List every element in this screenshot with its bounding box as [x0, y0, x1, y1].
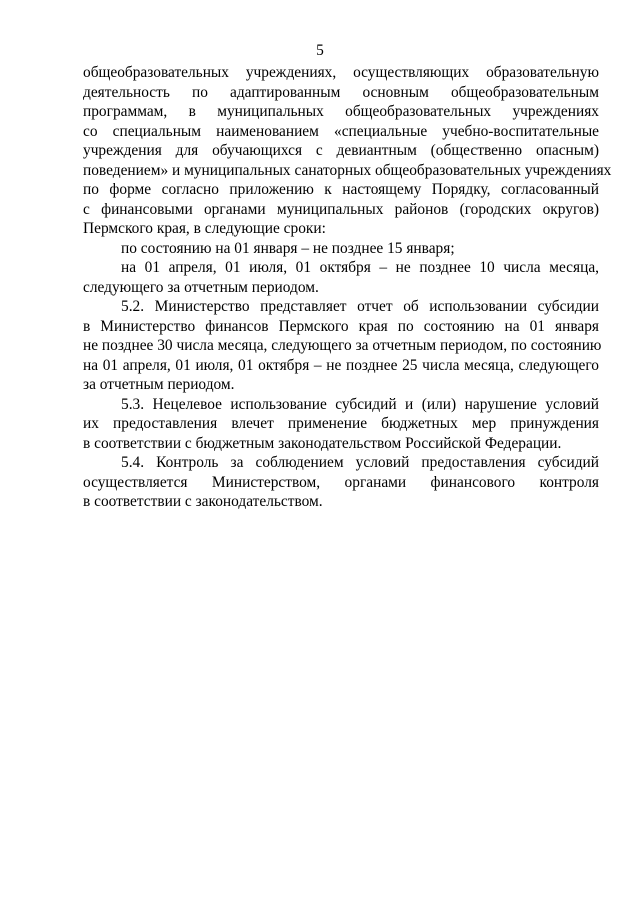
text-line: 5.2. Министерство представляет отчет об использовании субсидии [121, 298, 599, 315]
text-line: их предоставления влечет применение бюджетных мер принуждения [83, 415, 599, 432]
text-line: программам, в муниципальных общеобразовательных учреждениях [83, 103, 599, 120]
text-line: 5.3. Нецелевое использование субсидий и (или) нарушение условий [121, 395, 599, 413]
text-line: поведением» и муниципальных санаторных общеобразовательных учреждениях [83, 161, 612, 179]
page-number: 5 [316, 42, 324, 59]
text-line: осуществляется Министерством, органами финансового контроля [83, 473, 599, 491]
text-line: в соответствии с бюджетным законодательством Российской Федерации. [83, 434, 562, 452]
text-line: за отчетным периодом. [83, 376, 235, 393]
text-line: следующего за отчетным периодом. [83, 278, 319, 296]
text-line: общеобразовательных учреждениях, осуществляющих образовательную [83, 64, 599, 81]
text-line: с финансовыми органами муниципальных районов (городских округов) [83, 200, 599, 218]
text-line: Пермского края, в следующие сроки: [83, 220, 326, 237]
text-line: на 01 апреля, 01 июля, 01 октября – не позднее 10 числа месяца, [121, 259, 599, 276]
text-line: не позднее 30 числа месяца, следующего за отчетным периодом, по состоянию [83, 337, 602, 354]
text-line: в соответствии с законодательством. [83, 493, 323, 510]
text-line: на 01 апреля, 01 июля, 01 октября – не позднее 25 числа месяца, следующего [83, 356, 599, 374]
text-line: по состоянию на 01 января – не позднее 15 января; [121, 239, 455, 257]
text-line: 5.4. Контроль за соблюдением условий предоставления субсидий [121, 454, 599, 471]
body-text [83, 63, 612, 512]
text-line: по форме согласно приложению к настоящему Порядку, согласованный [83, 181, 599, 198]
text-line: деятельность по адаптированным основным общеобразовательным [83, 83, 599, 101]
text-line: со специальным наименованием «специальные учебно-воспитательные [83, 122, 599, 140]
text-line: в Министерство финансов Пермского края по состоянию на 01 января [83, 317, 599, 335]
text-line: учреждения для обучающихся с девиантным (общественно опасным) [83, 142, 599, 159]
